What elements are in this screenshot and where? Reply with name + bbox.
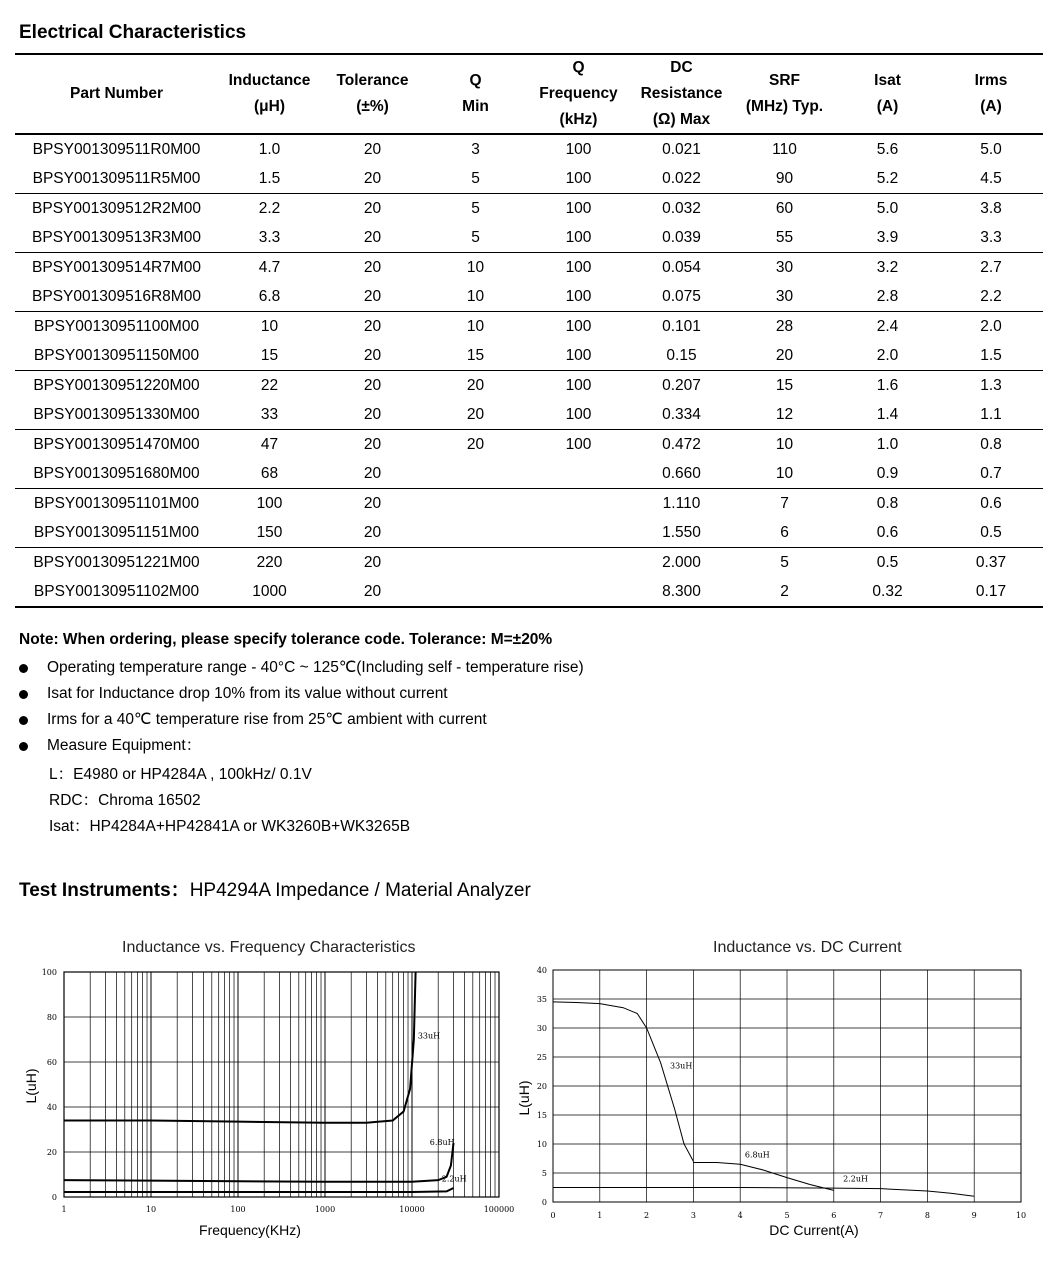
column-header-line: (±%) — [356, 98, 389, 115]
table-cell: 20 — [321, 164, 424, 194]
series-line-2.2uH — [64, 1188, 454, 1192]
x-tick-label: 0 — [550, 1211, 556, 1220]
table-cell: 1.3 — [980, 376, 1002, 394]
table-cell: 10 — [466, 317, 485, 335]
table-cell: 15 — [775, 376, 794, 394]
table-cell: 0.32 — [836, 577, 939, 607]
table-cell: 3.8 — [980, 199, 1002, 217]
table-cell: BPSY001309511R0M00 — [32, 140, 201, 158]
series-line-2.2uH — [553, 1188, 974, 1197]
series-line-33uH — [553, 1002, 693, 1162]
table-cell: 0.039 — [630, 223, 733, 253]
y-tick-label: 100 — [41, 968, 57, 977]
x-tick-label: 8 — [924, 1211, 930, 1220]
table-cell: 20 — [466, 435, 485, 453]
table-cell: 6.8 — [218, 282, 321, 312]
table-cell: 0.054 — [662, 258, 701, 276]
y-tick-label: 80 — [46, 1013, 57, 1022]
series-label: 33uH — [670, 1061, 693, 1071]
table-cell: 2.2 — [258, 199, 281, 217]
x-tick-label: 4 — [737, 1211, 743, 1220]
table-cell: 5 — [424, 164, 527, 194]
x-tick-label: 1 — [597, 1211, 603, 1220]
table-cell: 110 — [772, 140, 797, 158]
table-cell: 5.0 — [876, 199, 899, 217]
table-cell: 0.472 — [662, 435, 701, 453]
table-cell: 0.021 — [662, 140, 701, 158]
column-header-line: Frequency — [539, 85, 618, 102]
y-tick-label: 0 — [541, 1198, 547, 1207]
table-cell: 3.3 — [939, 223, 1043, 253]
table-cell: 100 — [565, 435, 592, 453]
table-cell: 20 — [363, 258, 382, 276]
equipment-item: L：E4980 or HP4284A , 100kHz/ 0.1V — [49, 766, 312, 783]
table-cell: 1.4 — [836, 400, 939, 430]
table-cell: 15 — [218, 341, 321, 371]
table-cell: 20 — [321, 518, 424, 548]
table-cell: 1.1 — [939, 400, 1043, 430]
table-cell: 3.2 — [876, 258, 899, 276]
table-cell: BPSY001309512R2M00 — [32, 199, 201, 217]
table-cell: 3 — [471, 140, 480, 158]
table-cell: 100 — [565, 376, 592, 394]
table-cell: 0.6 — [980, 494, 1002, 512]
column-header-line: (A) — [980, 98, 1002, 115]
table-cell: 10 — [775, 435, 794, 453]
table-cell: 0.101 — [662, 317, 701, 335]
table-cell: 1.0 — [876, 435, 899, 453]
x-tick-label: 3 — [690, 1211, 696, 1220]
table-cell: 220 — [256, 553, 283, 571]
table-cell: 2.4 — [876, 317, 899, 335]
table-cell: 20 — [363, 199, 382, 217]
table-cell: 100 — [565, 258, 592, 276]
series-line-33uH — [64, 972, 416, 1123]
column-header-line: (A) — [876, 98, 899, 115]
y-axis-label: L(uH) — [23, 1068, 39, 1104]
table-cell: 0.075 — [630, 282, 733, 312]
note-title: Note: When ordering, please specify tolerance code. Tolerance: M=±20% — [19, 631, 553, 648]
table-cell: 7 — [780, 494, 789, 512]
table-cell: 20 — [363, 435, 382, 453]
table-cell: 20 — [363, 553, 382, 571]
table-cell: 100 — [527, 400, 630, 430]
note-bullet-text: Irms for a 40℃ temperature rise from 25℃ ambient with current — [47, 711, 487, 728]
series-label: 6.8uH — [429, 1138, 455, 1147]
table-cell: BPSY00130951330M00 — [15, 400, 218, 430]
table-cell: 33 — [218, 400, 321, 430]
x-tick-label: 9 — [971, 1211, 977, 1220]
table-cell: 10 — [424, 282, 527, 312]
table-cell: 10 — [260, 317, 279, 335]
table-cell: 0.6 — [836, 518, 939, 548]
x-tick-label: 100 — [230, 1205, 246, 1214]
table-cell: 1000 — [218, 577, 321, 607]
table-cell: 0.8 — [876, 494, 899, 512]
table-cell: BPSY00130951102M00 — [15, 577, 218, 607]
section-title-electrical: Electrical Characteristics — [19, 22, 247, 43]
table-cell: 0.9 — [836, 459, 939, 489]
table-cell: 0.5 — [876, 553, 899, 571]
table-cell: 5.6 — [876, 140, 899, 158]
table-cell: 0.8 — [980, 435, 1002, 453]
y-tick-label: 20 — [46, 1148, 57, 1157]
table-cell: 20 — [321, 577, 424, 607]
x-tick-label: 100000 — [483, 1205, 515, 1214]
table-cell: 100 — [527, 282, 630, 312]
table-cell: 150 — [218, 518, 321, 548]
table-cell: 1.0 — [258, 140, 281, 158]
series-line-6.8uH — [64, 1143, 454, 1182]
column-header-line: DC — [670, 59, 693, 76]
note-bullet-text: Isat for Inductance drop 10% from its value without current — [47, 685, 448, 702]
x-tick-label: 1000 — [314, 1205, 336, 1214]
table-cell: 20 — [733, 341, 836, 371]
table-cell: 0.15 — [630, 341, 733, 371]
y-tick-label: 40 — [536, 966, 547, 975]
equipment-item: RDC：Chroma 16502 — [49, 792, 201, 809]
y-tick-label: 60 — [46, 1058, 57, 1067]
x-tick-label: 6 — [831, 1211, 837, 1220]
test-instruments-value: HP4294A Impedance / Material Analyzer — [189, 880, 531, 901]
column-header-line: (μH) — [254, 98, 285, 115]
table-cell: 12 — [733, 400, 836, 430]
table-cell: BPSY00130951680M00 — [15, 459, 218, 489]
y-tick-label: 10 — [536, 1140, 547, 1149]
table-cell: 20 — [321, 459, 424, 489]
table-cell: 100 — [565, 317, 592, 335]
table-cell: 20 — [363, 140, 382, 158]
column-header-line: (kHz) — [559, 111, 598, 128]
table-cell: 3.9 — [836, 223, 939, 253]
equipment-item: Isat：HP4284A+HP42841A or WK3260B+WK3265B — [49, 818, 411, 835]
y-tick-label: 30 — [536, 1024, 547, 1033]
table-cell: 15 — [424, 341, 527, 371]
x-tick-label: 5 — [784, 1211, 790, 1220]
column-header-line: (MHz) Typ. — [745, 98, 824, 115]
x-tick-label: 10 — [1015, 1211, 1027, 1220]
table-cell: 47 — [260, 435, 279, 453]
table-cell: 5 — [424, 223, 527, 253]
y-tick-label: 40 — [46, 1103, 57, 1112]
column-header-line: Inductance — [228, 72, 311, 89]
series-label: 2.2uH — [441, 1174, 467, 1184]
table-cell: 100 — [565, 199, 592, 217]
table-cell: 20 — [466, 376, 485, 394]
table-cell: 30 — [775, 258, 794, 276]
table-cell: 5 — [780, 553, 789, 571]
table-cell: 100 — [527, 223, 630, 253]
x-tick-label: 10000 — [399, 1205, 425, 1214]
table-cell: 20 — [321, 341, 424, 371]
table-cell: 20 — [363, 494, 382, 512]
table-cell: 5 — [471, 199, 480, 217]
plot-frame — [64, 972, 499, 1197]
x-axis-label: Frequency(KHz) — [199, 1222, 301, 1238]
table-cell: 20 — [363, 317, 382, 335]
table-cell: 2.8 — [836, 282, 939, 312]
table-cell: 5.2 — [836, 164, 939, 194]
table-cell: 8.300 — [630, 577, 733, 607]
column-header-line: Tolerance — [336, 72, 409, 89]
table-cell: 20 — [321, 400, 424, 430]
y-tick-label: 20 — [536, 1082, 547, 1091]
table-cell: 60 — [775, 199, 794, 217]
y-tick-label: 5 — [541, 1169, 547, 1178]
test-instruments-label: Test Instruments： — [19, 880, 190, 901]
table-cell: 28 — [775, 317, 794, 335]
table-cell: 1.5 — [939, 341, 1043, 371]
table-cell: 22 — [260, 376, 279, 394]
table-cell: 0.022 — [630, 164, 733, 194]
table-cell: 2.2 — [939, 282, 1043, 312]
column-header-line: (Ω) Max — [652, 111, 711, 128]
table-cell: 1.5 — [218, 164, 321, 194]
table-cell: BPSY00130951470M00 — [33, 435, 200, 453]
table-cell: 55 — [733, 223, 836, 253]
table-cell: 90 — [733, 164, 836, 194]
column-header-line: Q — [572, 59, 585, 76]
table-cell: 0.17 — [939, 577, 1043, 607]
column-header-line: Q — [469, 72, 482, 89]
table-cell: 100 — [527, 341, 630, 371]
table-cell: 0.660 — [630, 459, 733, 489]
table-cell: 0.207 — [662, 376, 701, 394]
table-cell: 0.334 — [630, 400, 733, 430]
table-cell: 2 — [733, 577, 836, 607]
table-cell: BPSY00130951220M00 — [33, 376, 200, 394]
table-cell: 1.550 — [630, 518, 733, 548]
table-cell: 2.000 — [662, 553, 701, 571]
column-header-line: Min — [462, 98, 489, 115]
table-cell: 5.0 — [980, 140, 1002, 158]
table-cell: 20 — [321, 282, 424, 312]
table-cell: 20 — [321, 223, 424, 253]
chart-title-dc-current: Inductance vs. DC Current — [713, 939, 902, 956]
table-cell: 0.37 — [975, 553, 1007, 571]
table-cell: BPSY001309516R8M00 — [15, 282, 218, 312]
table-cell: 0.032 — [662, 199, 701, 217]
table-cell: 10 — [466, 258, 485, 276]
y-tick-label: 35 — [536, 995, 547, 1004]
table-cell: 0.7 — [939, 459, 1043, 489]
column-header-line: Isat — [874, 72, 901, 89]
table-cell: 6 — [733, 518, 836, 548]
table-cell: 100 — [256, 494, 283, 512]
table-cell: 4.7 — [258, 258, 281, 276]
series-label: 2.2uH — [843, 1174, 869, 1184]
table-cell: 4.5 — [939, 164, 1043, 194]
table-cell: 10 — [733, 459, 836, 489]
table-cell: 0.5 — [939, 518, 1043, 548]
column-header-line: Irms — [974, 72, 1008, 89]
table-cell: BPSY00130951151M00 — [15, 518, 218, 548]
x-axis-label: DC Current(A) — [769, 1222, 859, 1238]
x-tick-label: 2 — [644, 1211, 650, 1220]
table-cell: 100 — [527, 164, 630, 194]
table-cell: 20 — [424, 400, 527, 430]
table-cell: BPSY00130951150M00 — [15, 341, 218, 371]
table-cell: 2.7 — [980, 258, 1002, 276]
chart-title-frequency: Inductance vs. Frequency Characteristics — [122, 939, 416, 956]
table-cell: BPSY001309514R7M00 — [32, 258, 201, 276]
table-cell: 100 — [565, 140, 592, 158]
series-label: 6.8uH — [744, 1150, 770, 1160]
table-cell: 2.0 — [980, 317, 1002, 335]
y-axis-label: L(uH) — [516, 1080, 532, 1116]
y-tick-label: 25 — [536, 1053, 547, 1062]
table-cell: 20 — [363, 376, 382, 394]
table-cell: BPSY001309513R3M00 — [15, 223, 218, 253]
note-bullet-text: Measure Equipment： — [47, 737, 202, 754]
table-cell: BPSY001309511R5M00 — [15, 164, 218, 194]
column-header-line: SRF — [769, 72, 800, 89]
table-cell: 68 — [218, 459, 321, 489]
x-tick-label: 1 — [61, 1205, 67, 1214]
column-header-line: Resistance — [640, 85, 723, 102]
column-header-line: Part Number — [69, 85, 164, 102]
series-label: 33uH — [417, 1031, 441, 1041]
table-cell: BPSY00130951100M00 — [33, 317, 200, 335]
table-cell: BPSY00130951101M00 — [33, 494, 200, 512]
table-cell: 3.3 — [218, 223, 321, 253]
table-cell: BPSY00130951221M00 — [33, 553, 200, 571]
table-cell: 2.0 — [836, 341, 939, 371]
table-cell: 30 — [733, 282, 836, 312]
table-cell: 1.110 — [662, 494, 701, 512]
x-tick-label: 10 — [145, 1205, 157, 1214]
x-tick-label: 7 — [878, 1211, 884, 1220]
note-bullet-text: Operating temperature range - 40°C ~ 125℃(Including self - temperature rise) — [47, 659, 584, 676]
y-tick-label: 15 — [536, 1111, 547, 1120]
table-cell: 1.6 — [876, 376, 899, 394]
y-tick-label: 0 — [51, 1193, 57, 1202]
series-line-6.8uH — [693, 1163, 833, 1191]
